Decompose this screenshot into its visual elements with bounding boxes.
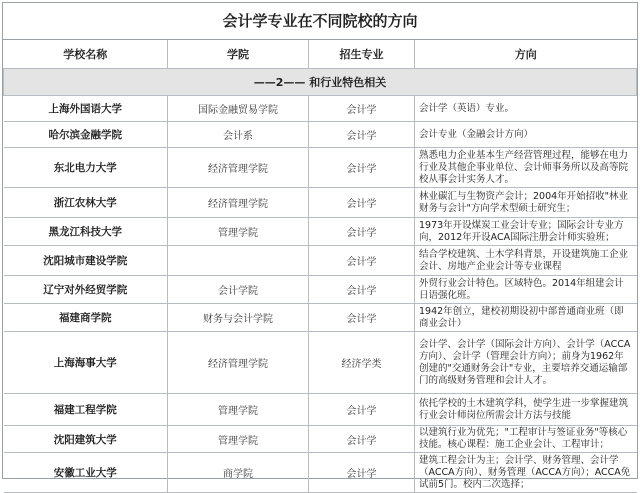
section-label: ——2—— 和行业特色相关 — [4, 69, 637, 96]
table-row — [4, 148, 637, 188]
table-row — [4, 122, 637, 148]
school-name: 哈尔滨金融学院 — [4, 122, 168, 148]
header-college: 学院 — [168, 40, 309, 69]
school-name: 上海海事大学 — [4, 332, 168, 394]
direction-text: 建筑工程会计为主；会计学、财务管理、会计学（ACCA方向）、财务管理（ACCA方向）；ACCA免试前5门。校内二次选择； — [415, 453, 637, 493]
header-direction: 方向 — [415, 40, 637, 69]
direction-text: 依托学校的土木建筑学科，使学生进一步掌握建筑行业会计师岗位所需会计方法与技能 — [415, 394, 637, 426]
college-name: 会计系 — [168, 122, 309, 148]
table-row — [4, 304, 637, 332]
school-name: 黑龙江科技大学 — [4, 218, 168, 246]
major-name: 会计学 — [309, 96, 415, 122]
table-row — [4, 246, 637, 276]
college-name: 会计学院 — [168, 276, 309, 304]
major-name: 会计学 — [309, 246, 415, 276]
major-name: 会计学 — [309, 122, 415, 148]
school-name: 上海外国语大学 — [4, 96, 168, 122]
major-name: 会计学 — [309, 218, 415, 246]
college-name: 管理学院 — [168, 426, 309, 453]
section-row — [4, 69, 637, 96]
college-name — [168, 246, 309, 276]
school-name: 安徽工业大学 — [4, 453, 168, 493]
direction-text: 以建筑行业为优先；"工程审计与签证业务"等核心技能。核心课程：施工企业会计、工程审计； — [415, 426, 637, 453]
direction-text: 结合学校建筑、土木学科背景，开设建筑施工企业会计、房地产企业会计等专业课程 — [415, 246, 637, 276]
school-name: 沈阳城市建设学院 — [4, 246, 168, 276]
school-name: 浙江农林大学 — [4, 188, 168, 218]
school-name: 沈阳建筑大学 — [4, 426, 168, 453]
table-row — [4, 96, 637, 122]
direction-text: 1973年开设煤炭工业会计专业；国际会计专业方向，2012年开设ACA国际注册会计师实验班； — [415, 218, 637, 246]
table-row — [4, 332, 637, 394]
college-name: 商学院 — [168, 453, 309, 493]
table-row — [4, 394, 637, 426]
table-row — [4, 453, 637, 493]
college-name: 经济管理学院 — [168, 332, 309, 394]
school-name: 辽宁对外经贸学院 — [4, 276, 168, 304]
school-table — [3, 40, 637, 493]
direction-text: 外贸行业会计特色。区域特色。2014年组建会计日语强化班。 — [415, 276, 637, 304]
school-name: 东北电力大学 — [4, 148, 168, 188]
major-name: 会计学 — [309, 453, 415, 493]
school-name: 福建商学院 — [4, 304, 168, 332]
table-row — [4, 276, 637, 304]
header-school: 学校名称 — [4, 40, 168, 69]
direction-text: 会计学、会计学（国际会计方向）、会计学（ACCA方向）、会计学（管理会计方向）；前身为1962年创建的"交通财务会计"专业，主要培养交通运输部门的高级财务管理和会计人才。 — [415, 332, 637, 394]
direction-text: 会计专业（金融会计方向） — [415, 122, 637, 148]
table-row — [4, 218, 637, 246]
college-name: 财务与会计学院 — [168, 304, 309, 332]
direction-text: 熟悉电力企业基本生产经营管理过程，能够在电力行业及其他企事业单位、会计师事务所以及高等院校从事会计实务人才。 — [415, 148, 637, 188]
major-name: 经济学类 — [309, 332, 415, 394]
college-name: 经济管理学院 — [168, 148, 309, 188]
direction-text: 会计学（英语）专业。 — [415, 96, 637, 122]
header-major: 招生专业 — [309, 40, 415, 69]
college-name: 经济管理学院 — [168, 188, 309, 218]
table-row — [4, 188, 637, 218]
table-row — [4, 426, 637, 453]
major-name: 会计学 — [309, 188, 415, 218]
major-name: 会计学 — [309, 304, 415, 332]
major-name: 会计学 — [309, 426, 415, 453]
header-row — [4, 40, 637, 69]
major-name: 会计学 — [309, 276, 415, 304]
college-name: 管理学院 — [168, 394, 309, 426]
school-name: 福建工程学院 — [4, 394, 168, 426]
major-name: 会计学 — [309, 394, 415, 426]
table-container — [2, 2, 638, 490]
direction-text: 1942年创立，建校初期设初中部普通商业班（即商业会计） — [415, 304, 637, 332]
direction-text: 林业碳汇与生物资产会计；2004年开始招收"林业财务与会计"方向学术型硕士研究生； — [415, 188, 637, 218]
college-name: 管理学院 — [168, 218, 309, 246]
major-name: 会计学 — [309, 148, 415, 188]
college-name: 国际金融贸易学院 — [168, 96, 309, 122]
table-title: 会计学专业在不同院校的方向 — [3, 3, 637, 40]
